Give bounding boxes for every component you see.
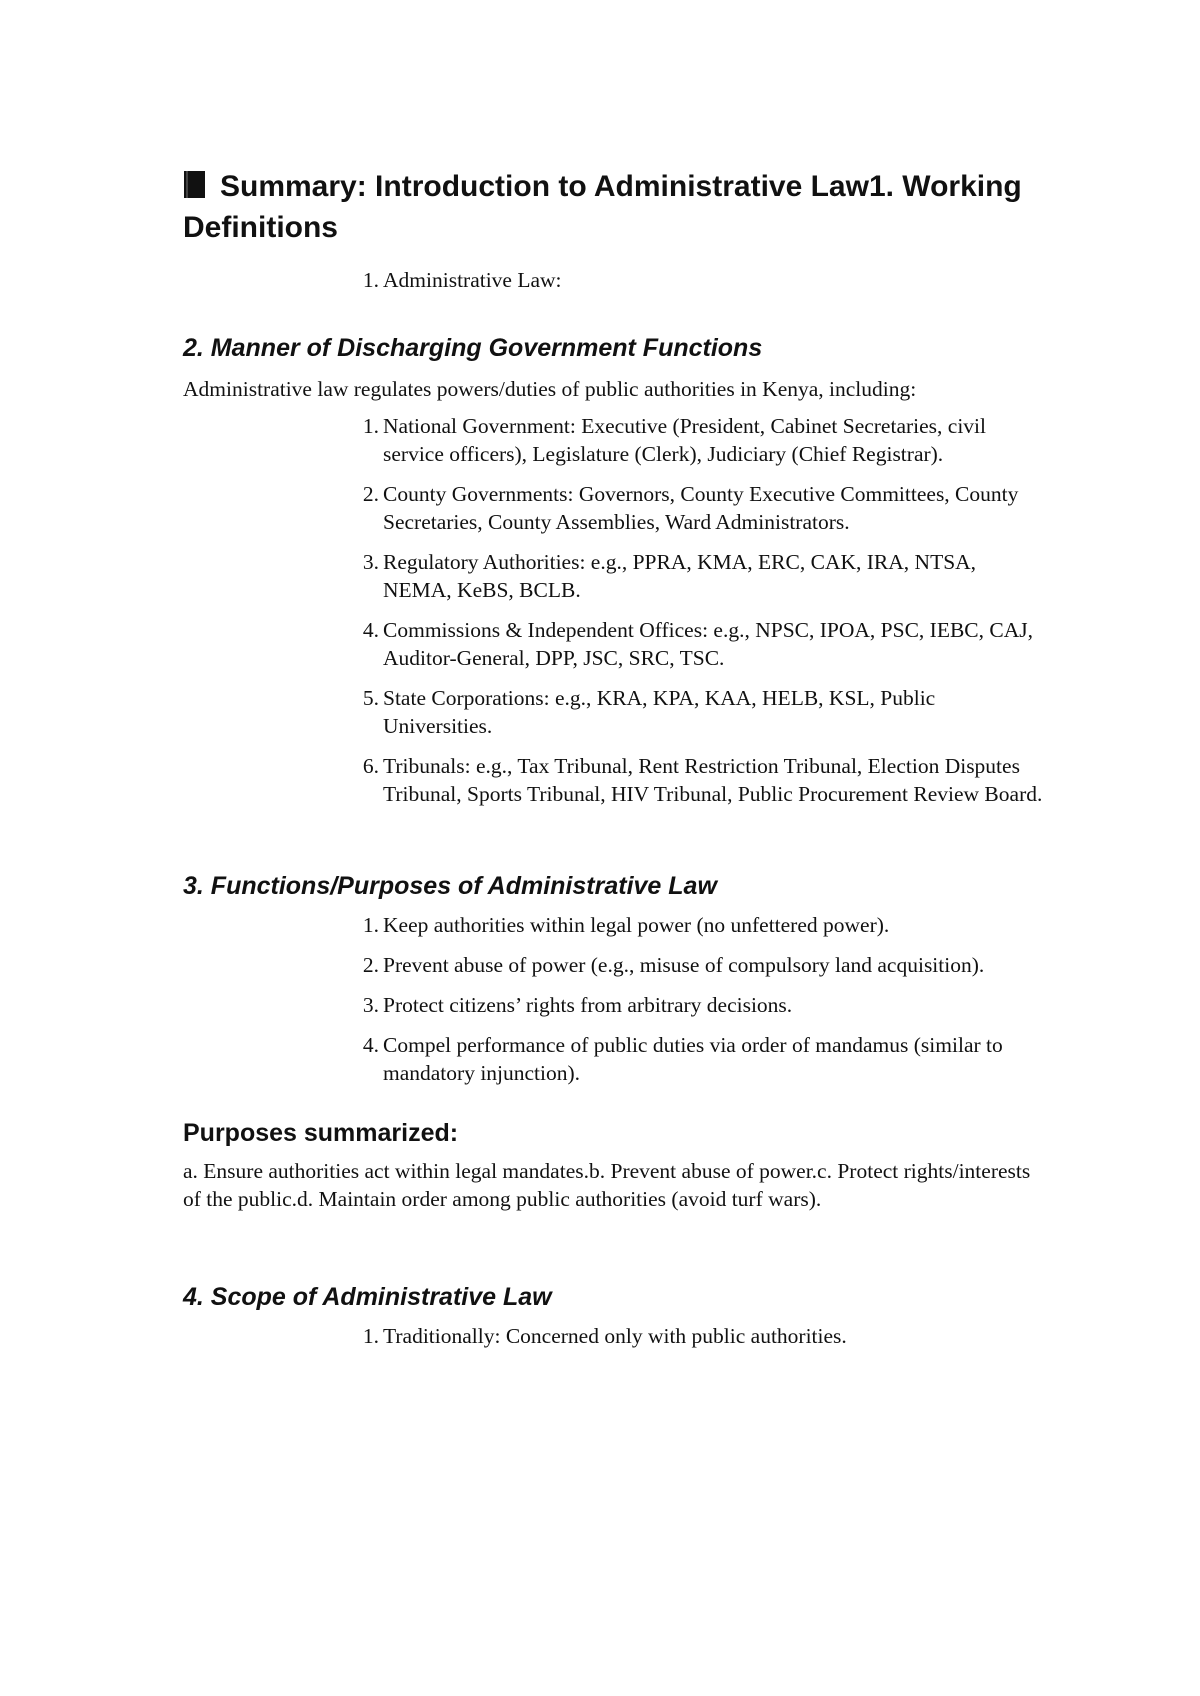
definitions-list xyxy=(183,266,1043,294)
list-item xyxy=(362,752,1043,808)
list-item xyxy=(362,1031,1043,1087)
functions-list xyxy=(183,911,1043,1087)
list-item xyxy=(362,616,1043,672)
section-intro: Administrative law regulates powers/duties of public authorities in Kenya, including: xyxy=(183,377,917,401)
list-item-text: Keep authorities within legal power (no unfettered power). xyxy=(383,913,890,937)
list-item-text: National Government: Executive (President, Cabinet Secretaries, civil service officers), Legislature (Clerk), Judiciary (Chief Registrar). xyxy=(383,414,986,466)
purposes-summary: a. Ensure authorities act within legal mandates.b. Prevent abuse of power.c. Protect rights/interests of the public.d. Maintain order among public authorities (avoid turf wars). xyxy=(183,1159,1031,1211)
list-item-text: County Governments: Governors, County Executive Committees, County Secretaries, County Assemblies, Ward Administrators. xyxy=(383,482,1019,534)
section-heading-purposes: Purposes summarized: xyxy=(183,1119,459,1147)
list-item-number: 1. xyxy=(362,268,379,292)
list-item-number: 4. xyxy=(362,1033,379,1057)
scope-list xyxy=(183,1322,1043,1350)
list-item xyxy=(362,951,1043,979)
section-heading-functions: 3. Functions/Purposes of Administrative Law xyxy=(183,872,717,900)
list-item xyxy=(362,548,1043,604)
list-item xyxy=(362,991,1043,1019)
document-title xyxy=(183,166,1043,248)
list-item-number: 1. xyxy=(362,414,379,438)
book-icon xyxy=(183,169,206,198)
list-item-number: 2. xyxy=(362,953,379,977)
list-item-number: 5. xyxy=(362,686,379,710)
list-item-text: Regulatory Authorities: e.g., PPRA, KMA, ERC, CAK, IRA, NTSA, NEMA, KeBS, BCLB. xyxy=(383,550,977,602)
list-item-text: Commissions & Independent Offices: e.g., NPSC, IPOA, PSC, IEBC, CAJ, Auditor-General, DPP, JSC, SRC, TSC. xyxy=(383,618,1034,670)
list-item-text: Administrative Law: xyxy=(383,268,562,292)
list-item-text: Tribunals: e.g., Tax Tribunal, Rent Restriction Tribunal, Election Disputes Tribunal, Sports Tribunal, HIV Tribunal, Public Procurement Review Board. xyxy=(383,754,1043,806)
list-item-text: Traditionally: Concerned only with public authorities. xyxy=(383,1324,847,1348)
list-item-number: 4. xyxy=(362,618,379,642)
document-title-text: Summary: Introduction to Administrative Law1. Working Definitions xyxy=(183,170,1022,244)
list-item-number: 2. xyxy=(362,482,379,506)
list-item xyxy=(362,412,1043,468)
section-heading-manner: 2. Manner of Discharging Government Functions xyxy=(183,334,763,362)
list-item-number: 1. xyxy=(362,913,379,937)
list-item xyxy=(362,1322,1043,1350)
government-functions-list xyxy=(183,412,1043,808)
list-item xyxy=(362,911,1043,939)
list-item-number: 1. xyxy=(362,1324,379,1348)
list-item xyxy=(362,480,1043,536)
list-item-text: Prevent abuse of power (e.g., misuse of compulsory land acquisition). xyxy=(383,953,985,977)
list-item-number: 3. xyxy=(362,993,379,1017)
section-heading-scope: 4. Scope of Administrative Law xyxy=(183,1283,552,1311)
list-item-text: State Corporations: e.g., KRA, KPA, KAA, HELB, KSL, Public Universities. xyxy=(383,686,936,738)
list-item xyxy=(362,684,1043,740)
list-item xyxy=(362,266,1043,294)
document-page xyxy=(183,166,1043,1350)
list-item-text: Protect citizens’ rights from arbitrary decisions. xyxy=(383,993,793,1017)
list-item-number: 6. xyxy=(362,754,379,778)
list-item-text: Compel performance of public duties via order of mandamus (similar to mandatory injunction). xyxy=(383,1033,1003,1085)
list-item-number: 3. xyxy=(362,550,379,574)
